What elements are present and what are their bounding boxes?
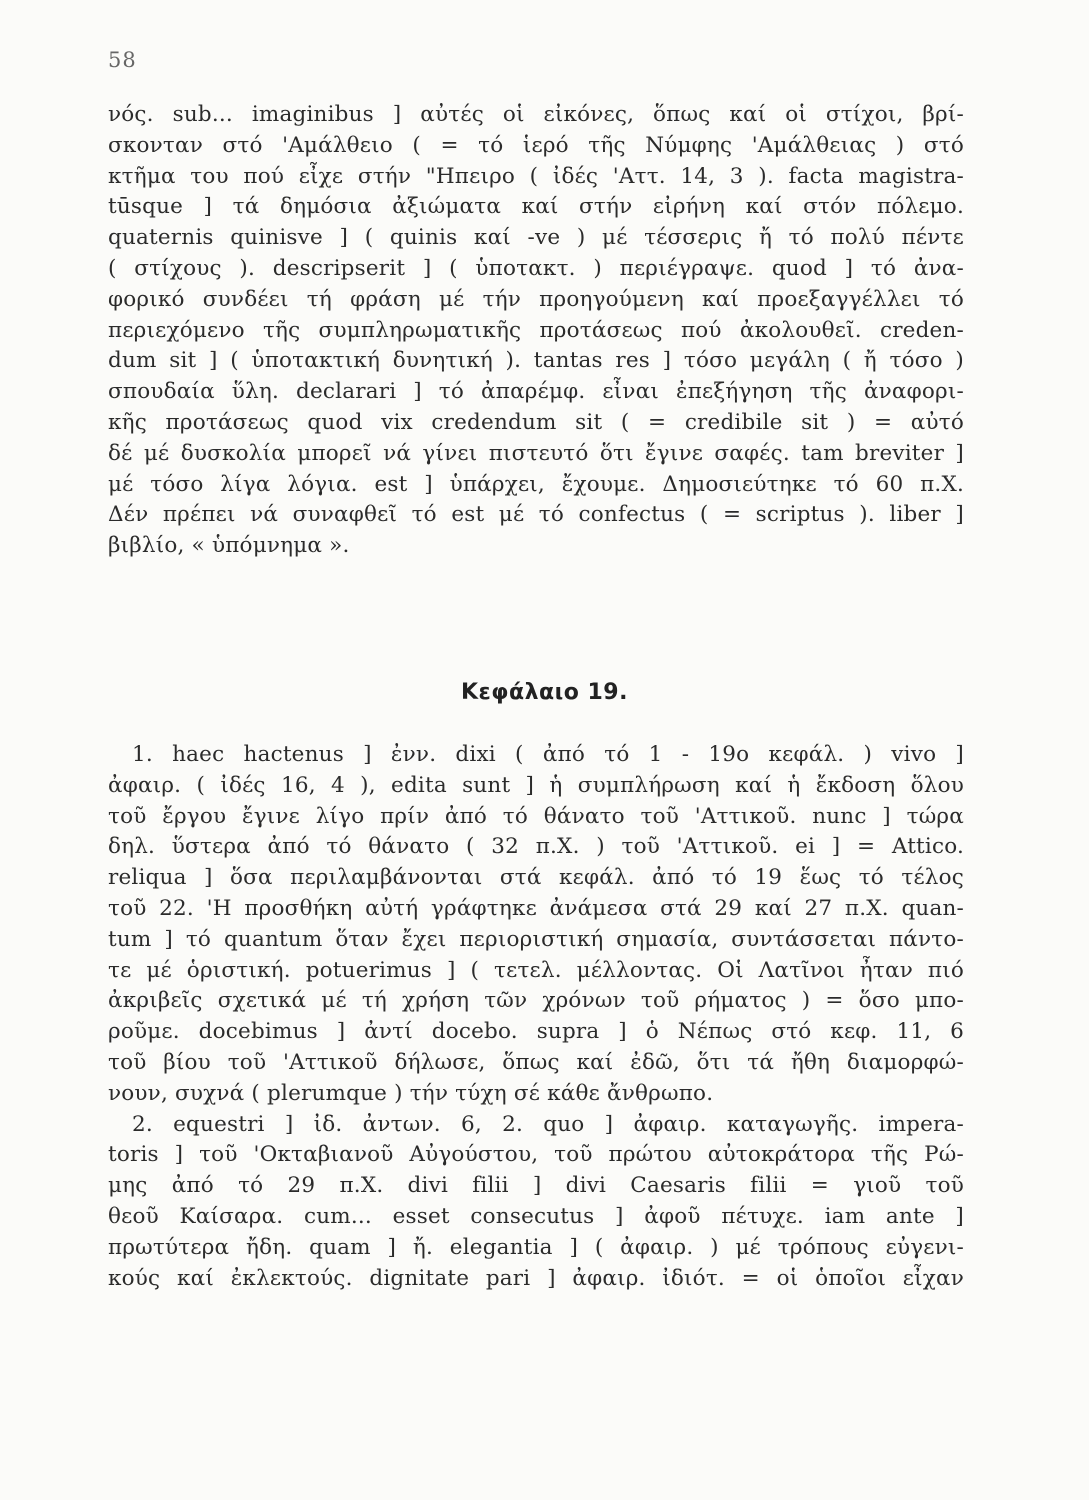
text-line: μης ἀπό τό 29 π.Χ. divi filii ] divi Caesaris filii = γιοῦ τοῦ — [108, 1173, 964, 1199]
text-line: δηλ. ὕστερα ἀπό τό θάνατο ( 32 π.Χ. ) τοῦ 'Αττικοῦ. ei ] = Attico. — [108, 834, 964, 860]
text-line: νουν, συχνά ( plerumque ) τήν τύχη σέ κάθε ἄνθρωπο. — [108, 1080, 714, 1106]
text-line: κούς καί ἐκλεκτούς. dignitate pari ] ἀφαιρ. ἰδιότ. = οἱ ὁποῖοι εἶχαν — [108, 1265, 964, 1291]
commentary-paragraph-top — [108, 100, 964, 562]
text-line: 1. haec hactenus ] ἐνν. dixi ( ἀπό τό 1 - 19ο κεφάλ. ) vivo ] — [132, 742, 964, 767]
text-line: ἀφαιρ. ( ἰδές 16, 4 ), edita sunt ] ἡ συμπλήρωση καί ἡ ἔκδοση ὅλου — [108, 772, 964, 798]
text-line: ροῦμε. docebimus ] ἀντί docebo. supra ] ὁ Νέπως στό κεφ. 11, 6 — [108, 1019, 964, 1045]
text-line: θεοῦ Καίσαρα. cum... esset consecutus ] ἀφοῦ πέτυχε. iam ante ] — [108, 1203, 964, 1229]
text-line: ἀκριβεῖς σχετικά μέ τή χρήση τῶν χρόνων τοῦ ρήματος ) = ὅσο μπο- — [108, 988, 964, 1014]
text-line: tum ] τό quantum ὅταν ἔχει περιοριστική σημασία, συντάσσεται πάντο- — [108, 926, 964, 952]
text-line: σπουδαία ὕλη. declarari ] τό ἀπαρέμφ. εἶναι ἐπεξήγηση τῆς ἀναφορι- — [108, 379, 964, 405]
text-line: τε μέ ὁριστική. potuerimus ] ( τετελ. μέλλοντας. Οἱ Λατῖνοι ἦταν πιό — [108, 957, 964, 983]
text-line: ( στίχους ). descripserit ] ( ὑποτακτ. ) περιέγραψε. quod ] τό ἀνα- — [108, 255, 964, 281]
text-line: dum sit ] ( ὑποτακτική δυνητική ). tantas res ] τόσο μεγάλη ( ἤ τόσο ) — [108, 348, 964, 374]
page-number: 58 — [108, 48, 137, 72]
text-line: tūsque ] τά δημόσια ἀξιώματα καί στήν εἰρήνη καί στόν πόλεμο. — [108, 194, 964, 220]
text-line: τοῦ βίου τοῦ 'Αττικοῦ δήλωσε, ὅπως καί ἐδῶ, ὅτι τά ἤθη διαμορφώ- — [108, 1049, 964, 1075]
text-line: νός. sub... imaginibus ] αὐτές οἱ εἰκόνες, ὅπως καί οἱ στίχοι, βρί- — [108, 102, 964, 127]
chapter-heading: Κεφάλαιο 19. — [461, 680, 628, 705]
commentary-paragraph-chapter — [108, 740, 964, 1294]
text-line: τοῦ 22. 'Η προσθήκη αὐτή γράφτηκε ἀνάμεσα στά 29 καί 27 π.Χ. quan- — [108, 895, 964, 921]
text-line: toris ] τοῦ 'Οκταβιανοῦ Αὐγούστου, τοῦ πρώτου αὐτοκράτορα τῆς Ρώ- — [108, 1142, 964, 1168]
text-line: reliqua ] ὅσα περιλαμβάνονται στά κεφάλ. ἀπό τό 19 ἕως τό τέλος — [108, 865, 964, 891]
text-line: περιεχόμενο τῆς συμπληρωματικῆς προτάσεως πού ἀκολουθεῖ. creden- — [108, 317, 964, 343]
text-line: φορικό συνδέει τή φράση μέ τήν προηγούμενη καί προεξαγγέλλει τό — [108, 286, 964, 312]
text-line: κῆς προτάσεως quod vix credendum sit ( = credibile sit ) = αὐτό — [108, 409, 964, 435]
text-line: βιβλίο, « ὑπόμνημα ». — [108, 533, 350, 559]
text-line: 2. equestri ] ἰδ. ἀντων. 6, 2. quo ] ἀφαιρ. καταγωγῆς. impera- — [132, 1111, 964, 1137]
text-line: Δέν πρέπει νά συναφθεῖ τό est μέ τό confectus ( = scriptus ). liber ] — [108, 502, 964, 528]
text-line: κτῆμα του πού εἶχε στήν "Ηπειρο ( ἰδές 'Αττ. 14, 3 ). facta magistra- — [108, 163, 964, 189]
text-line: σκονταν στό 'Αμάλθειο ( = τό ἱερό τῆς Νύμφης 'Αμάλθειας ) στό — [108, 132, 964, 158]
text-line: μέ τόσο λίγα λόγια. est ] ὑπάρχει, ἔχουμε. Δημοσιεύτηκε τό 60 π.Χ. — [108, 471, 964, 497]
text-line: πρωτύτερα ἤδη. quam ] ἤ. elegantia ] ( ἀφαιρ. ) μέ τρόπους εὐγενι- — [108, 1234, 964, 1260]
text-line: δέ μέ δυσκολία μπορεῖ νά γίνει πιστευτό ὅτι ἔγινε σαφές. tam breviter ] — [108, 440, 964, 466]
text-line: τοῦ ἔργου ἔγινε λίγο πρίν ἀπό τό θάνατο τοῦ 'Αττικοῦ. nunc ] τώρα — [108, 803, 964, 829]
text-line: quaternis quinisve ] ( quinis καί -ve ) μέ τέσσερις ἤ τό πολύ πέντε — [108, 225, 964, 251]
